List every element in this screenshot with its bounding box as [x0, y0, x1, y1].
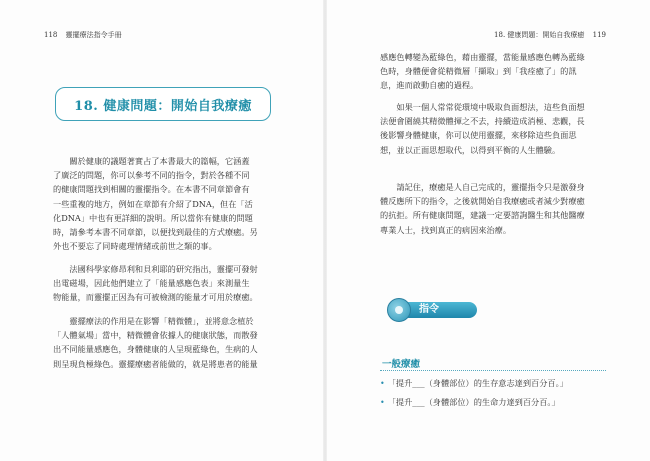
text-line: 關於健康的議題著實占了本書最大的篇幅，它涵蓋	[53, 156, 250, 166]
text-line: 感應色轉變為藍綠色，藉由靈擺，當能量感應色轉為藍綠	[380, 52, 585, 62]
text-line: 如果一個人常常從環境中吸取負面想法，這些負面想	[380, 102, 585, 112]
left-running-title: 靈擺療法指令手冊	[65, 31, 122, 39]
left-running-head	[38, 30, 122, 40]
text-line: 請記住，療癒是人自己完成的，靈擺指令只是激發身	[380, 182, 585, 192]
text-line: 物能量，而靈擺正因為有可被檢測的能量才可用於療癒。	[53, 292, 258, 303]
section-title: 一般療癒	[382, 359, 421, 370]
right-running-head	[494, 30, 612, 40]
section-divider	[380, 370, 606, 371]
text-line: 則呈現負極綠色。靈擺療癒者能做的，就是將患者的能量	[53, 358, 258, 369]
text-line: 色時，身體便會從精微層「擷取」到「我痊癒了」的訊	[380, 66, 577, 77]
right-paragraph-1	[380, 50, 598, 93]
chapter-title-box	[55, 87, 271, 121]
right-page-number: 119	[592, 31, 606, 39]
text-line: 法便會圍繞其精微體揮之不去，持續造成消極、悲觀，長	[380, 116, 585, 127]
text-line: 息，進而啟動自癒的過程。	[380, 80, 479, 91]
command-text: 「提升___（身體部位）的生存意志達到百分百。」	[387, 378, 568, 388]
text-line: 出不同能量感應色，身體健康的人呈現藍綠色，生病的人	[53, 344, 258, 355]
text-line: 時，請參考本書不同章節，以便找到最佳的方式療癒。另	[53, 227, 258, 238]
bullet-dot-icon: •	[380, 379, 385, 388]
text-line: 靈擺療法的作用是在影響「精微體」，並將意念植於	[53, 316, 254, 326]
text-line: 想，並以正面思想取代，以得到平衡的人生體驗。	[380, 144, 561, 155]
pendulum-circle-icon	[387, 298, 411, 322]
text-line: 外也不要忘了同時處理情緒或前世之類的事。	[53, 241, 217, 252]
left-paragraph-1	[53, 154, 272, 253]
right-paragraph-3	[380, 180, 598, 237]
left-paragraph-3	[53, 314, 272, 371]
text-line: 法國科學家修昂利和貝利耶的研究指出，靈擺可發射	[53, 264, 258, 274]
text-line: 出電磁場，因此他們建立了「能量感應色表」來測量生	[53, 278, 250, 289]
text-line: 的健康問題找到相關的靈擺指令。在本書不同章節會有	[53, 184, 250, 195]
text-line: 的抗拒。所有健康問題，建議一定要諮詢醫生和其他醫療	[380, 210, 585, 221]
list-item	[380, 393, 606, 412]
right-running-title: 18. 健康問題：開始自我療癒	[494, 31, 585, 39]
command-list	[380, 374, 606, 412]
right-paragraph-2	[380, 100, 598, 157]
right-page	[325, 0, 650, 461]
list-item	[380, 374, 606, 393]
text-line: 化DNA」中也有更詳細的說明。所以當你有健康的問題	[53, 212, 253, 223]
text-line: 了廣泛的問題，你可以參考不同的指令，對於各種不同	[53, 170, 250, 181]
left-paragraph-2	[53, 262, 272, 305]
text-line: 後影響身體健康，你可以使用靈擺，來移除這些負面思	[380, 130, 577, 141]
text-line: 一些重複的地方，例如在章節有介紹了DNA，但在「活	[53, 198, 253, 209]
text-line: 「人體氣場」當中，精微體會依據人的健康狀態，而散發	[53, 330, 258, 341]
text-line: 專業人士，找到真正的病因來治療。	[380, 224, 512, 235]
command-badge	[387, 298, 477, 322]
bullet-dot-icon: •	[380, 398, 385, 407]
chapter-title: 18. 健康問題：開始自我療癒	[74, 98, 252, 114]
command-text: 「提升___（身體部位）的生命力達到百分百。」	[387, 397, 560, 407]
text-line: 體反應所下的指令，之後就開始自我療癒或者減少對療癒	[380, 196, 585, 207]
command-label: 指令	[401, 302, 477, 318]
left-page-number: 118	[44, 31, 58, 39]
